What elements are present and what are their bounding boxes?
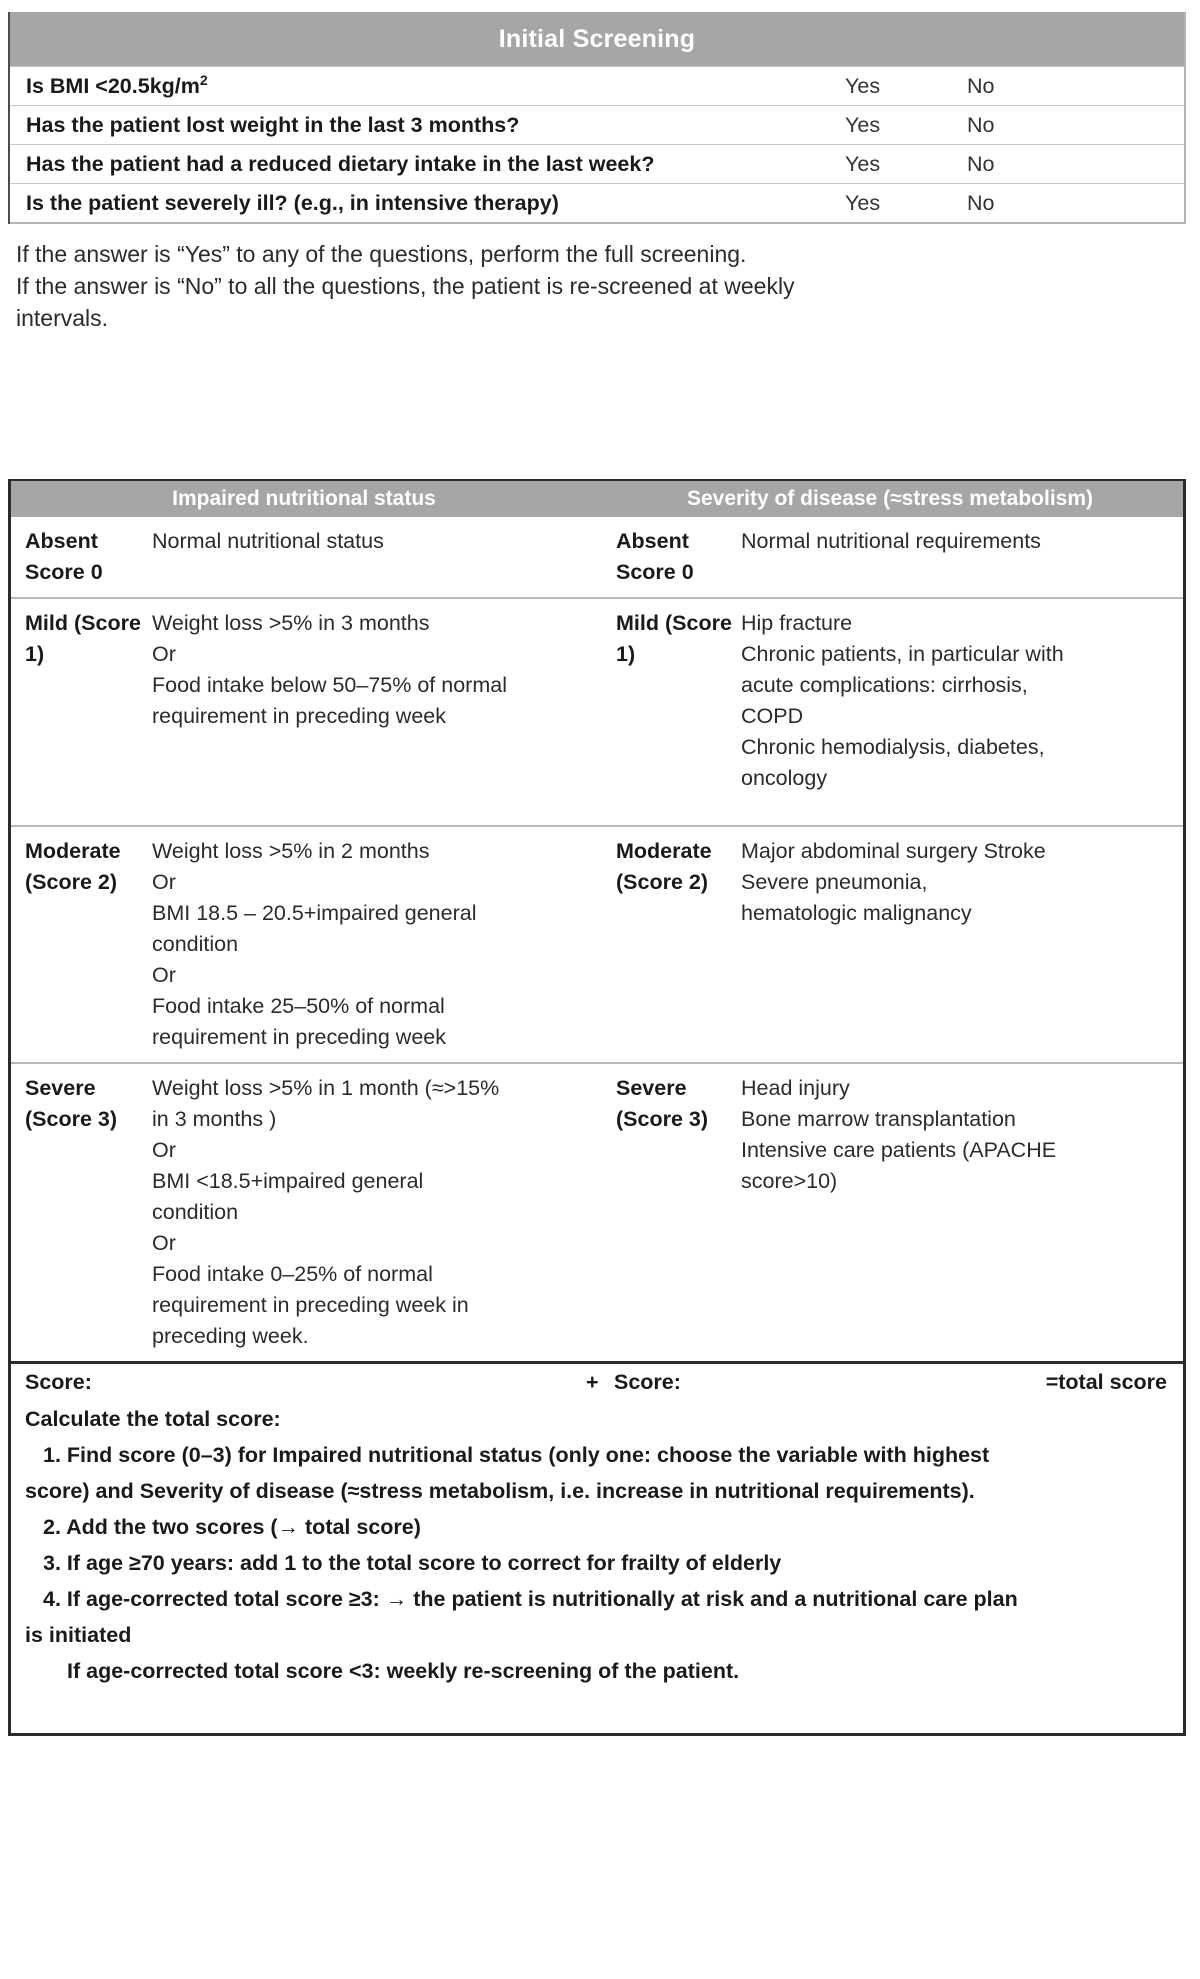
screening-question-1-text: Is BMI <20.5kg/m bbox=[26, 74, 200, 99]
moderate-right-line-3: hematologic malignancy bbox=[741, 901, 972, 925]
scoring-table bbox=[8, 479, 1186, 1736]
moderate-left-line-2: Or bbox=[152, 870, 176, 894]
screening-question-4: Is the patient severely ill? (e.g., in intensive therapy) bbox=[26, 190, 559, 215]
severe-right-line-2: Bone marrow transplantation bbox=[741, 1107, 1016, 1131]
mild-right-line-2: Chronic patients, in particular with bbox=[741, 642, 1064, 666]
severe-right-label-line2: (Score 3) bbox=[616, 1107, 709, 1131]
score-summary-row bbox=[11, 1361, 1183, 1401]
table-row bbox=[10, 144, 1184, 183]
answer-yes-1[interactable]: Yes bbox=[845, 73, 881, 98]
severe-left-line-6: Or bbox=[152, 1231, 176, 1255]
mild-right-line-3: acute complications: cirrhosis, bbox=[741, 673, 1028, 697]
calculate-total-score-instructions bbox=[11, 1401, 1183, 1733]
footer-item-5: If age-corrected total score <3: weekly re-screening of the patient. bbox=[67, 1659, 740, 1683]
table-row-moderate bbox=[11, 825, 1183, 1062]
moderate-left-line-6: Food intake 25–50% of normal bbox=[152, 994, 445, 1018]
header-impaired-nutritional-status: Impaired nutritional status bbox=[172, 487, 436, 510]
mild-right-label bbox=[600, 599, 741, 825]
footer-item-2: 2. Add the two scores (→ total score) bbox=[43, 1515, 421, 1539]
severe-right-label bbox=[600, 1064, 741, 1361]
mild-right-line-1: Hip fracture bbox=[741, 611, 853, 635]
absent-right-description bbox=[741, 517, 1183, 597]
severe-right-line-3: Intensive care patients (APACHE bbox=[741, 1138, 1057, 1162]
answer-yes-4[interactable]: Yes bbox=[845, 190, 881, 215]
score-right-label: Score: bbox=[614, 1370, 681, 1394]
moderate-left-line-1: Weight loss >5% in 2 months bbox=[152, 839, 430, 863]
screening-instructions-note bbox=[16, 238, 1036, 334]
score-plus-sign: + bbox=[586, 1370, 599, 1394]
footer-item-1-line-1: 1. Find score (0–3) for Impaired nutritional status (only one: choose the variable with highest bbox=[43, 1443, 990, 1467]
footer-item-4-line-2: is initiated bbox=[25, 1623, 132, 1647]
mild-left-line-3: Food intake below 50–75% of normal bbox=[152, 673, 507, 697]
absent-left-label bbox=[11, 517, 152, 597]
screening-question-1-superscript: 2 bbox=[199, 72, 208, 89]
severe-left-description bbox=[152, 1064, 600, 1361]
header-severity-of-disease: Severity of disease (≈stress metabolism) bbox=[686, 487, 1094, 510]
scoring-table-header bbox=[11, 481, 1183, 517]
moderate-left-label bbox=[11, 827, 152, 1062]
mild-left-line-2: Or bbox=[152, 642, 176, 666]
table-row-severe bbox=[11, 1062, 1183, 1361]
severe-left-label-line1: Severe bbox=[25, 1076, 96, 1100]
note-line-3: intervals. bbox=[16, 305, 109, 331]
mild-right-line-5: Chronic hemodialysis, diabetes, bbox=[741, 735, 1045, 759]
moderate-left-line-4: condition bbox=[152, 932, 239, 956]
mild-left-line-1: Weight loss >5% in 3 months bbox=[152, 611, 430, 635]
severe-left-line-1: Weight loss >5% in 1 month (≈>15% bbox=[152, 1076, 500, 1100]
answer-no-1[interactable]: No bbox=[967, 73, 995, 98]
initial-screening-table bbox=[8, 12, 1186, 224]
severe-left-line-5: condition bbox=[152, 1200, 239, 1224]
moderate-left-label-line2: (Score 2) bbox=[25, 870, 118, 894]
absent-right-label-line1: Absent bbox=[616, 529, 689, 553]
absent-right-label bbox=[600, 517, 741, 597]
mild-left-label bbox=[11, 599, 152, 825]
table-row-absent bbox=[11, 517, 1183, 597]
severe-left-line-2: in 3 months ) bbox=[152, 1107, 277, 1131]
footer-heading: Calculate the total score: bbox=[25, 1407, 281, 1431]
absent-left-label-line1: Absent bbox=[25, 529, 98, 553]
severe-right-line-1: Head injury bbox=[741, 1076, 850, 1100]
answer-yes-2[interactable]: Yes bbox=[845, 112, 881, 137]
table-row bbox=[10, 183, 1184, 224]
severe-left-line-9: preceding week. bbox=[152, 1324, 309, 1348]
footer-item-1-line-2: score) and Severity of disease (≈stress metabolism, i.e. increase in nutritional requirements). bbox=[25, 1479, 975, 1503]
total-score-label: =total score bbox=[1045, 1370, 1167, 1394]
score-left-label: Score: bbox=[25, 1370, 92, 1394]
mild-left-label-line1: Mild bbox=[25, 611, 68, 635]
screening-question-1 bbox=[10, 72, 845, 99]
moderate-right-line-2: Severe pneumonia, bbox=[741, 870, 928, 894]
moderate-left-line-3: BMI 18.5 – 20.5+impaired general bbox=[152, 901, 477, 925]
answer-no-3[interactable]: No bbox=[967, 151, 995, 176]
mild-right-label-line2: (Score 1) bbox=[616, 611, 732, 666]
severe-left-line-7: Food intake 0–25% of normal bbox=[152, 1262, 433, 1286]
absent-right-line-1: Normal nutritional requirements bbox=[741, 529, 1041, 553]
moderate-left-line-7: requirement in preceding week bbox=[152, 1025, 446, 1049]
severe-right-description bbox=[741, 1064, 1183, 1361]
severe-left-line-3: Or bbox=[152, 1138, 176, 1162]
initial-screening-title: Initial Screening bbox=[10, 12, 1184, 66]
table-row bbox=[10, 66, 1184, 105]
footer-item-4-line-1: 4. If age-corrected total score ≥3: → the patient is nutritionally at risk and a nutritional care plan bbox=[43, 1587, 1018, 1611]
moderate-left-description bbox=[152, 827, 600, 1062]
severe-right-label-line1: Severe bbox=[616, 1076, 687, 1100]
moderate-right-label-line1: Moderate bbox=[616, 839, 712, 863]
moderate-left-label-line1: Moderate bbox=[25, 839, 121, 863]
mild-right-line-4: COPD bbox=[741, 704, 804, 728]
moderate-right-label bbox=[600, 827, 741, 1062]
severe-left-line-4: BMI <18.5+impaired general bbox=[152, 1169, 424, 1193]
absent-left-line-1: Normal nutritional status bbox=[152, 529, 384, 553]
note-line-2: If the answer is “No” to all the questions, the patient is re-screened at weekly bbox=[16, 273, 795, 299]
screening-question-2: Has the patient lost weight in the last 3 months? bbox=[26, 112, 520, 137]
moderate-left-line-5: Or bbox=[152, 963, 176, 987]
moderate-right-description bbox=[741, 827, 1183, 1062]
severe-left-line-8: requirement in preceding week in bbox=[152, 1293, 469, 1317]
answer-yes-3[interactable]: Yes bbox=[845, 151, 881, 176]
absent-left-label-line2: Score 0 bbox=[25, 560, 103, 584]
moderate-right-label-line2: (Score 2) bbox=[616, 870, 709, 894]
absent-left-description bbox=[152, 517, 600, 597]
answer-no-4[interactable]: No bbox=[967, 190, 995, 215]
answer-no-2[interactable]: No bbox=[967, 112, 995, 137]
note-line-1: If the answer is “Yes” to any of the questions, perform the full screening. bbox=[16, 241, 747, 267]
mild-left-description bbox=[152, 599, 600, 825]
table-row-mild bbox=[11, 597, 1183, 825]
mild-left-label-line2: (Score 1) bbox=[25, 611, 141, 666]
severe-left-label bbox=[11, 1064, 152, 1361]
severe-left-label-line2: (Score 3) bbox=[25, 1107, 118, 1131]
mild-left-line-4: requirement in preceding week bbox=[152, 704, 446, 728]
mild-right-label-line1: Mild bbox=[616, 611, 659, 635]
moderate-right-line-1: Major abdominal surgery Stroke bbox=[741, 839, 1046, 863]
screening-question-3: Has the patient had a reduced dietary intake in the last week? bbox=[26, 151, 655, 176]
severe-right-line-4: score>10) bbox=[741, 1169, 838, 1193]
footer-item-3: 3. If age ≥70 years: add 1 to the total score to correct for frailty of elderly bbox=[43, 1551, 782, 1575]
table-row bbox=[10, 105, 1184, 144]
mild-right-description bbox=[741, 599, 1183, 825]
absent-right-label-line2: Score 0 bbox=[616, 560, 694, 584]
mild-right-line-6: oncology bbox=[741, 766, 828, 790]
